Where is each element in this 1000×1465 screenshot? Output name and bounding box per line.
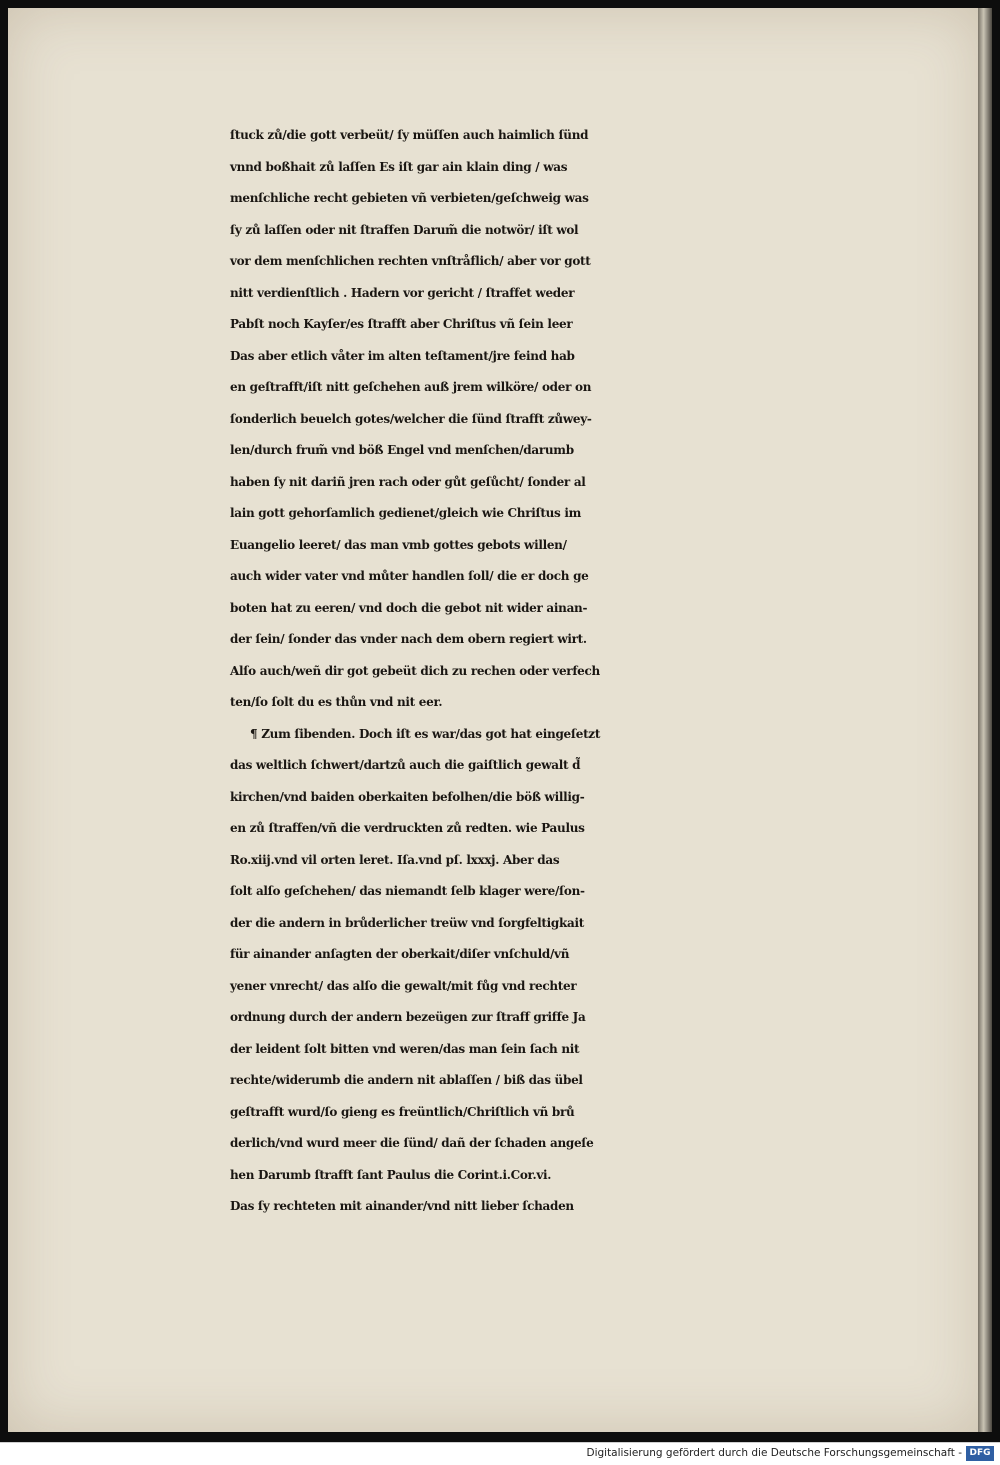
text-line: der leident ſolt bitten vnd weren/das man ſein ſach nit bbox=[230, 1041, 580, 1056]
dfg-logo-icon: DFG bbox=[966, 1446, 994, 1461]
funding-credit: Digitalisierung gefördert durch die Deutsche Forschungsgemeinschaft - bbox=[586, 1447, 962, 1459]
text-line: für ainander anſagten der oberkait/diſer vnſchuld/vñ bbox=[230, 947, 570, 961]
text-line: Alſo auch/weñ dir got gebeüt dich zu rechen oder verfech bbox=[230, 663, 600, 678]
text-line: das weltlich ſchwert/dartzů auch die gaiſtlich gewalt d̃ bbox=[230, 758, 581, 772]
page-edge bbox=[978, 8, 992, 1432]
text-line: en zů ſtraffen/vñ die verdruckten zů redten. wie Paulus bbox=[230, 821, 585, 835]
text-line: ten/ſo ſolt du es thůn vnd nit eer. bbox=[230, 695, 443, 709]
text-line: haben ſy nit dariñ jren rach oder gůt geſůcht/ ſonder al bbox=[230, 474, 586, 489]
text-line: hen Darumb ſtrafft ſant Paulus die Corint.i.Cor.vi. bbox=[230, 1167, 552, 1182]
text-line: ordnung durch der andern bezeügen zur ſtraff griffe Ja bbox=[230, 1010, 586, 1024]
text-line: kirchen/vnd baiden oberkaiten befolhen/die böß willig- bbox=[230, 789, 585, 804]
text-line: Das aber etlich våter im alten teſtament/jre feind hab bbox=[230, 348, 575, 363]
text-line: Das ſy rechteten mit ainander/vnd nitt lieber ſchaden bbox=[230, 1199, 574, 1213]
text-line: Euangelio leeret/ das man vmb gottes gebots willen/ bbox=[230, 537, 567, 552]
text-line: ſy zů laſſen oder nit ſtraffen Darum̃ die notwör/ iſt wol bbox=[230, 222, 579, 237]
text-line: ſtuck zů/die gott verbeüt/ ſy müſſen auch haimlich ſünd bbox=[230, 128, 589, 142]
text-line: Ro.xiij.vnd vil orten leret. Iſa.vnd pſ. lxxxj. Aber das bbox=[230, 852, 560, 867]
text-line: derlich/vnd wurd meer die ſünd/ dañ der ſchaden angeſe bbox=[230, 1136, 594, 1150]
text-line: ſonderlich beuelch gotes/welcher die ſünd ſtrafft zůwey- bbox=[230, 411, 592, 426]
text-line: vnnd boßhait zů laſſen Es iſt gar ain klain ding / was bbox=[230, 159, 568, 174]
text-line: menſchliche recht gebieten vñ verbieten/geſchweig was bbox=[230, 191, 589, 205]
text-line: ſolt alſo geſchehen/ das niemandt ſelb klager were/ſon- bbox=[230, 884, 585, 898]
text-line: ¶ Zum ſibenden. Doch iſt es war/das got hat eingeſetzt bbox=[250, 726, 601, 741]
text-line: der die andern in brůderlicher treüw vnd ſorgfeltigkait bbox=[230, 915, 584, 930]
text-line: rechte/widerumb die andern nit ablaſſen / biß das übel bbox=[230, 1073, 583, 1087]
book-page bbox=[8, 8, 980, 1432]
text-line: auch wider vater vnd můter handlen ſoll/ die er doch ge bbox=[230, 569, 589, 583]
text-line: vor dem menſchlichen rechten vnſtråflich/ aber vor gott bbox=[230, 254, 591, 268]
text-line: Pabſt noch Kayſer/es ſtrafft aber Chriſtus vñ ſein leer bbox=[230, 317, 573, 331]
text-line: yener vnrecht/ das alſo die gewalt/mit fůg vnd rechter bbox=[230, 978, 577, 993]
text-line: lain gott gehorſamlich gedienet/gleich wie Chriſtus im bbox=[230, 506, 582, 520]
text-block bbox=[230, 120, 940, 1223]
text-line: der ſein/ ſonder das vnder nach dem obern regiert wirt. bbox=[230, 632, 587, 646]
text-line: boten hat zu eeren/ vnd doch die gebot nit wider ainan- bbox=[230, 600, 588, 615]
text-line: nitt verdienſtlich . Hadern vor gericht / ſtraffet weder bbox=[230, 285, 575, 300]
text-line: en geſtrafft/iſt nitt geſchehen auß jrem wilköre/ oder on bbox=[230, 380, 592, 394]
text-line: len/durch frum̃ vnd böß Engel vnd menſchen/darumb bbox=[230, 443, 574, 457]
footer-bar bbox=[0, 1442, 1000, 1465]
text-line: geſtrafft wurd/ſo gieng es freüntlich/Chriſtlich vñ brů bbox=[230, 1104, 575, 1119]
